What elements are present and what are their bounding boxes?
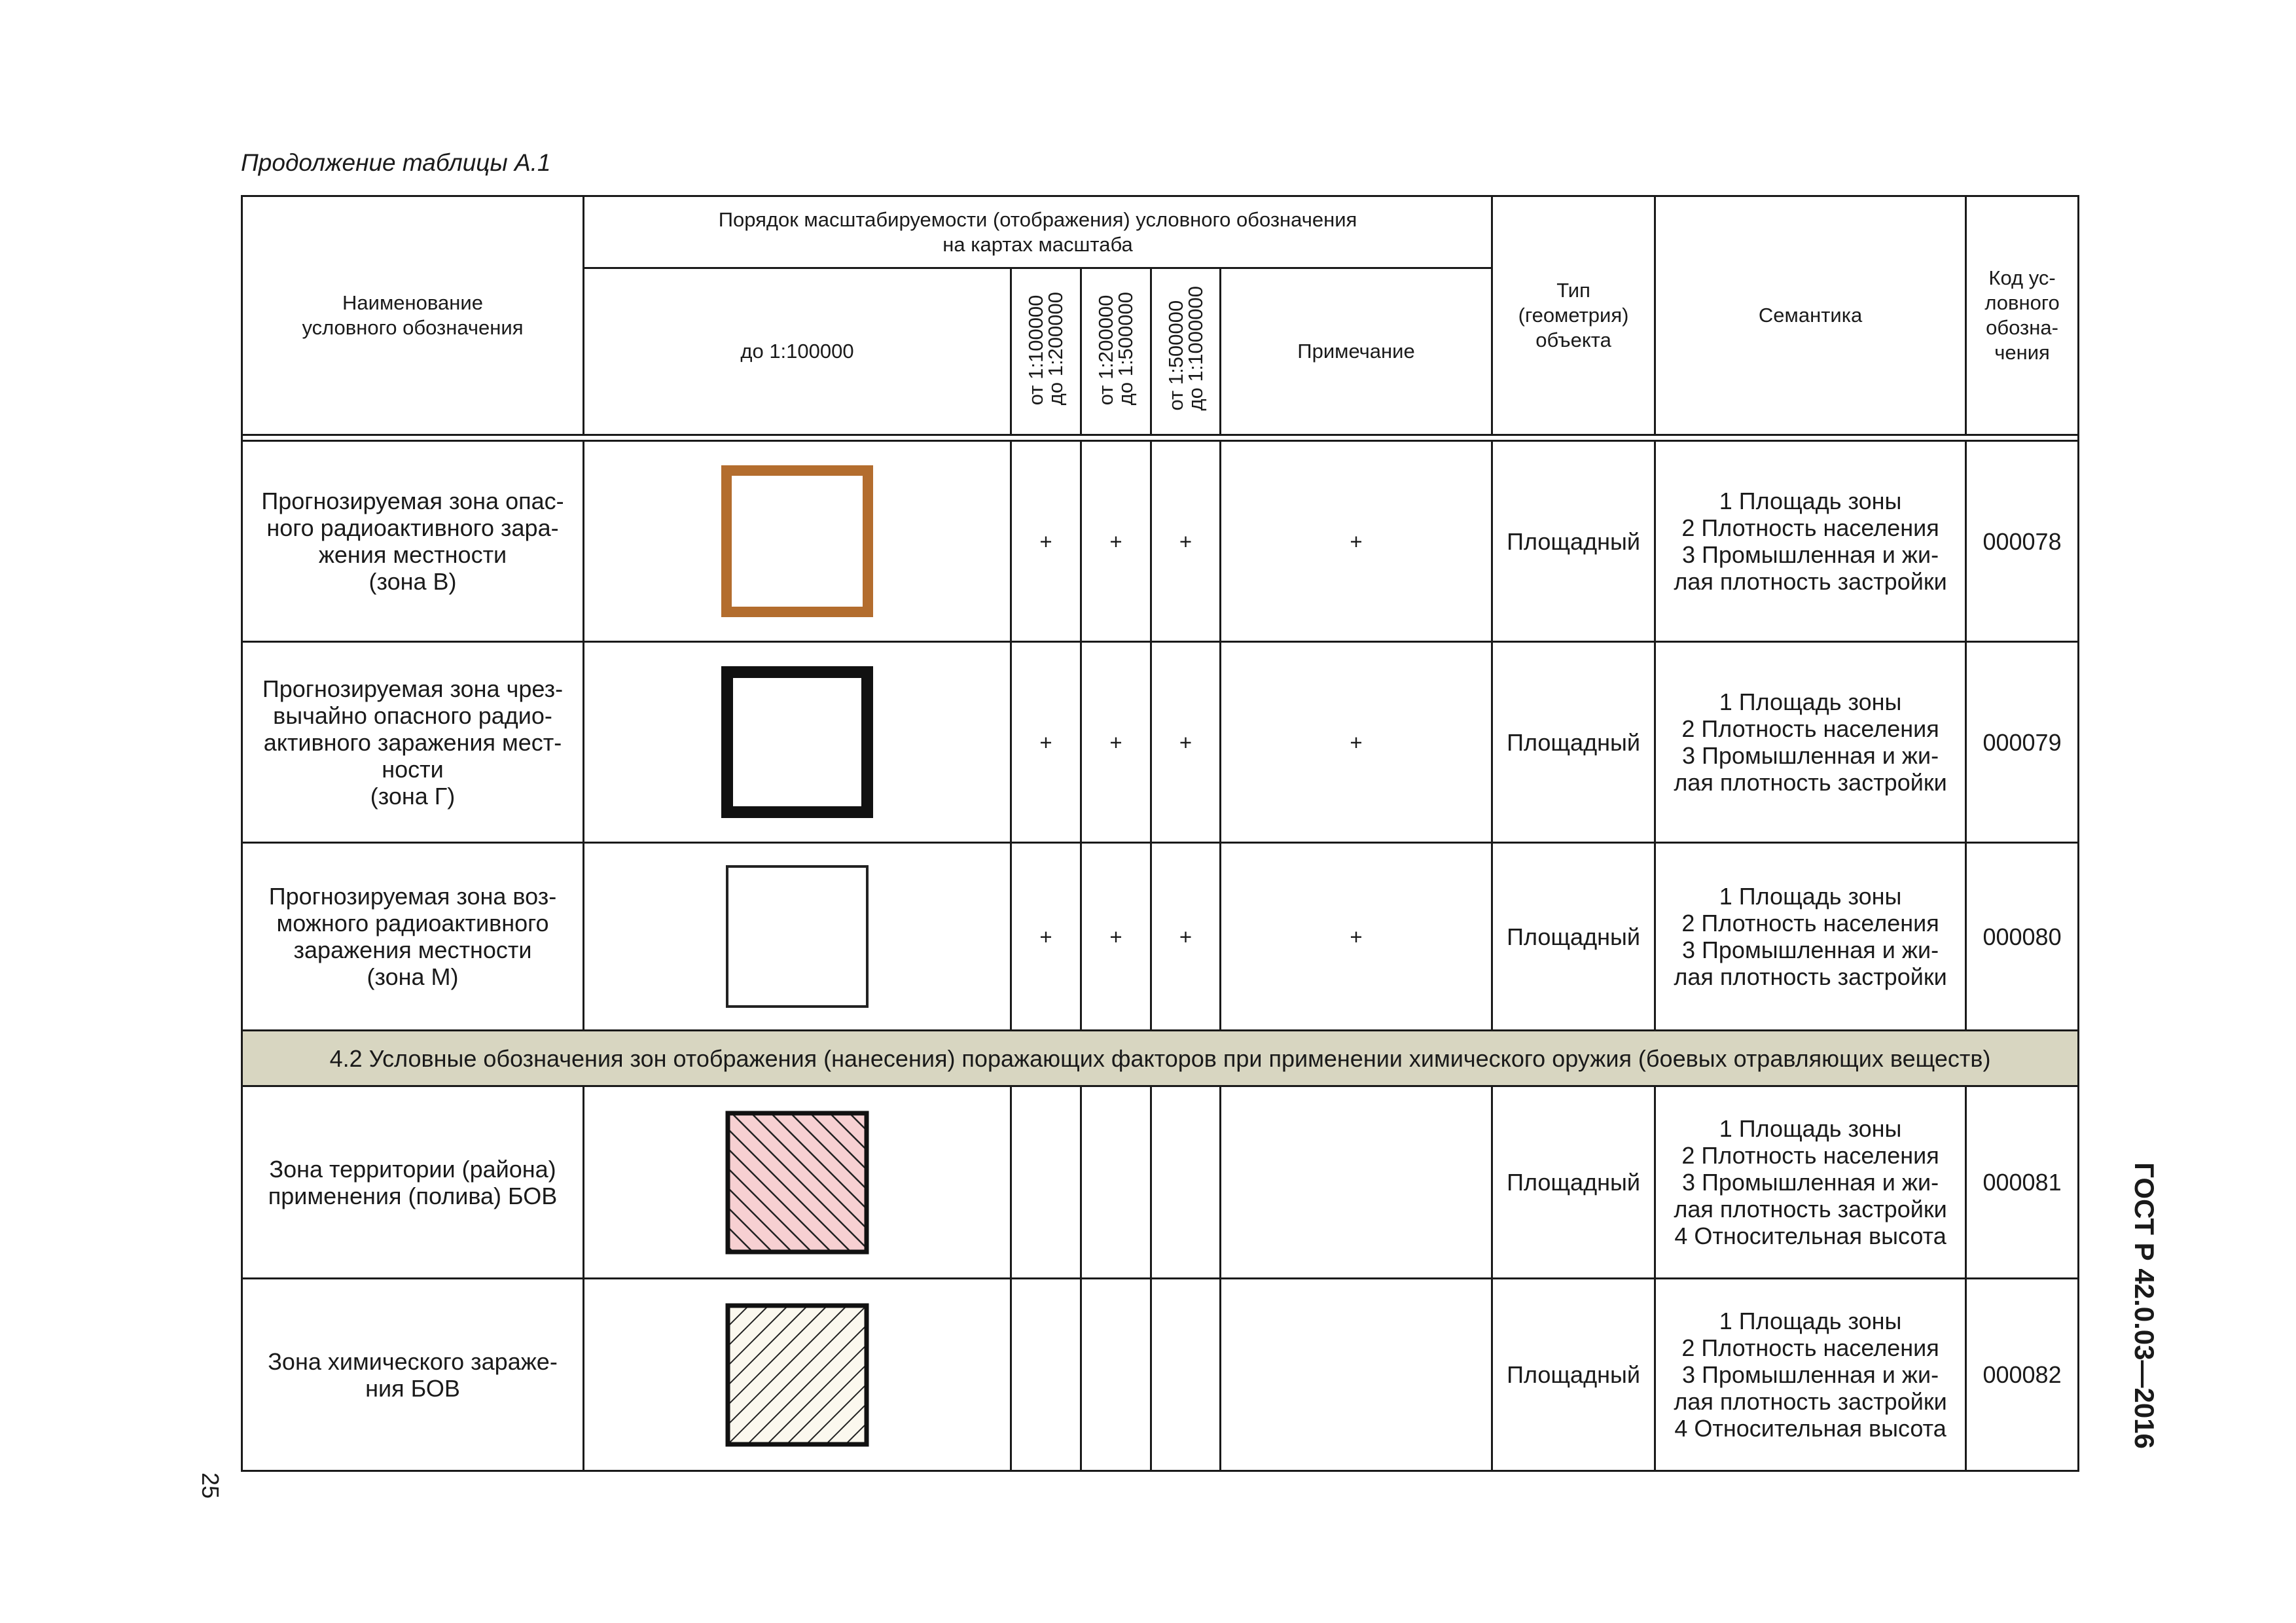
header-name: Наименование условного обозначения (242, 196, 584, 435)
object-type: Площадный (1492, 642, 1655, 843)
semantics-list: 1 Площадь зоны 2 Плотность населения 3 Промышленная и жи- лая плотность застройки (1655, 843, 1966, 1031)
table-row (242, 1086, 2079, 1279)
scale-mark (1011, 1279, 1081, 1471)
table-row (242, 642, 2079, 843)
object-type: Площадный (1492, 441, 1655, 642)
note-mark (1221, 1086, 1492, 1279)
symbol-cell (584, 843, 1011, 1031)
cream-hatched-symbol (725, 1303, 869, 1447)
scale-mark (1081, 1279, 1151, 1471)
table-row (242, 1279, 2079, 1471)
symbol-cell (584, 441, 1011, 642)
symbol-table (241, 195, 2079, 1472)
table-row (242, 843, 2079, 1031)
document-code: ГОСТ Р 42.0.03—2016 (2129, 1162, 2160, 1449)
black-frame-symbol (719, 664, 876, 821)
scale-mark: + (1011, 642, 1081, 843)
section-row (242, 1031, 2079, 1086)
header-note: Примечание (1221, 268, 1492, 435)
scale-mark (1011, 1086, 1081, 1279)
header-scale-100k: до 1:100000 (584, 268, 1011, 435)
semantics-list: 1 Площадь зоны 2 Плотность населения 3 Промышленная и жи- лая плотность застройки 4 Относительная высота (1655, 1086, 1966, 1279)
scale-mark: + (1011, 441, 1081, 642)
symbol-cell (584, 1086, 1011, 1279)
object-type: Площадный (1492, 1279, 1655, 1471)
symbol-cell (584, 642, 1011, 843)
symbol-code: 000081 (1966, 1086, 2079, 1279)
note-mark: + (1221, 642, 1492, 843)
pink-hatched-symbol (725, 1111, 869, 1255)
header-scale-group: Порядок масштабируемости (отображения) условного обозначения на картах масштаба (584, 196, 1492, 268)
note-mark (1221, 1279, 1492, 1471)
scale-mark: + (1081, 441, 1151, 642)
object-type: Площадный (1492, 843, 1655, 1031)
semantics-list: 1 Площадь зоны 2 Плотность населения 3 Промышленная и жи- лая плотность застройки 4 Относительная высота (1655, 1279, 1966, 1471)
scale-mark: + (1151, 642, 1221, 843)
header-scale-500k: от 1:200000 до 1:500000 (1081, 268, 1151, 435)
row-name: Прогнозируемая зона опас- ного радиоактивного зара- жения местности (зона В) (242, 441, 584, 642)
header-semantics: Семантика (1655, 196, 1966, 435)
scale-mark: + (1081, 642, 1151, 843)
symbol-cell (584, 1279, 1011, 1471)
brown-frame-symbol (719, 463, 876, 620)
header-scale-200k: от 1:100000 до 1:200000 (1011, 268, 1081, 435)
row-name: Зона территории (района) применения (полива) БОВ (242, 1086, 584, 1279)
scale-mark (1151, 1279, 1221, 1471)
header-code: Код ус- ловного обозна- чения (1966, 196, 2079, 435)
scale-mark: + (1011, 843, 1081, 1031)
symbol-code: 000078 (1966, 441, 2079, 642)
scale-mark (1081, 1086, 1151, 1279)
header-scale-1m: от 1:500000 до 1:1000000 (1151, 268, 1221, 435)
symbol-code: 000080 (1966, 843, 2079, 1031)
note-mark: + (1221, 441, 1492, 642)
row-name: Прогнозируемая зона чрез- вычайно опасного радио- активного заражения мест- ности (зона Г) (242, 642, 584, 843)
semantics-list: 1 Площадь зоны 2 Плотность населения 3 Промышленная и жи- лая плотность застройки (1655, 441, 1966, 642)
scale-mark: + (1081, 843, 1151, 1031)
row-name: Прогнозируемая зона воз- можного радиоактивного заражения местности (зона М) (242, 843, 584, 1031)
page-number: 25 (197, 1472, 224, 1499)
scale-mark: + (1151, 843, 1221, 1031)
scale-mark: + (1151, 441, 1221, 642)
header-type: Тип (геометрия) объекта (1492, 196, 1655, 435)
table-caption: Продолжение таблицы А.1 (241, 149, 551, 176)
semantics-list: 1 Площадь зоны 2 Плотность населения 3 Промышленная и жи- лая плотность застройки (1655, 642, 1966, 843)
object-type: Площадный (1492, 1086, 1655, 1279)
note-mark: + (1221, 843, 1492, 1031)
thin-frame-symbol (725, 865, 869, 1008)
table-row (242, 441, 2079, 642)
row-name: Зона химического зараже- ния БОВ (242, 1279, 584, 1471)
symbol-code: 000082 (1966, 1279, 2079, 1471)
symbol-code: 000079 (1966, 642, 2079, 843)
section-title: 4.2 Условные обозначения зон отображения (нанесения) поражающих факторов при применении химического оружия (боевых отравляющих веществ) (242, 1031, 2079, 1086)
scale-mark (1151, 1086, 1221, 1279)
